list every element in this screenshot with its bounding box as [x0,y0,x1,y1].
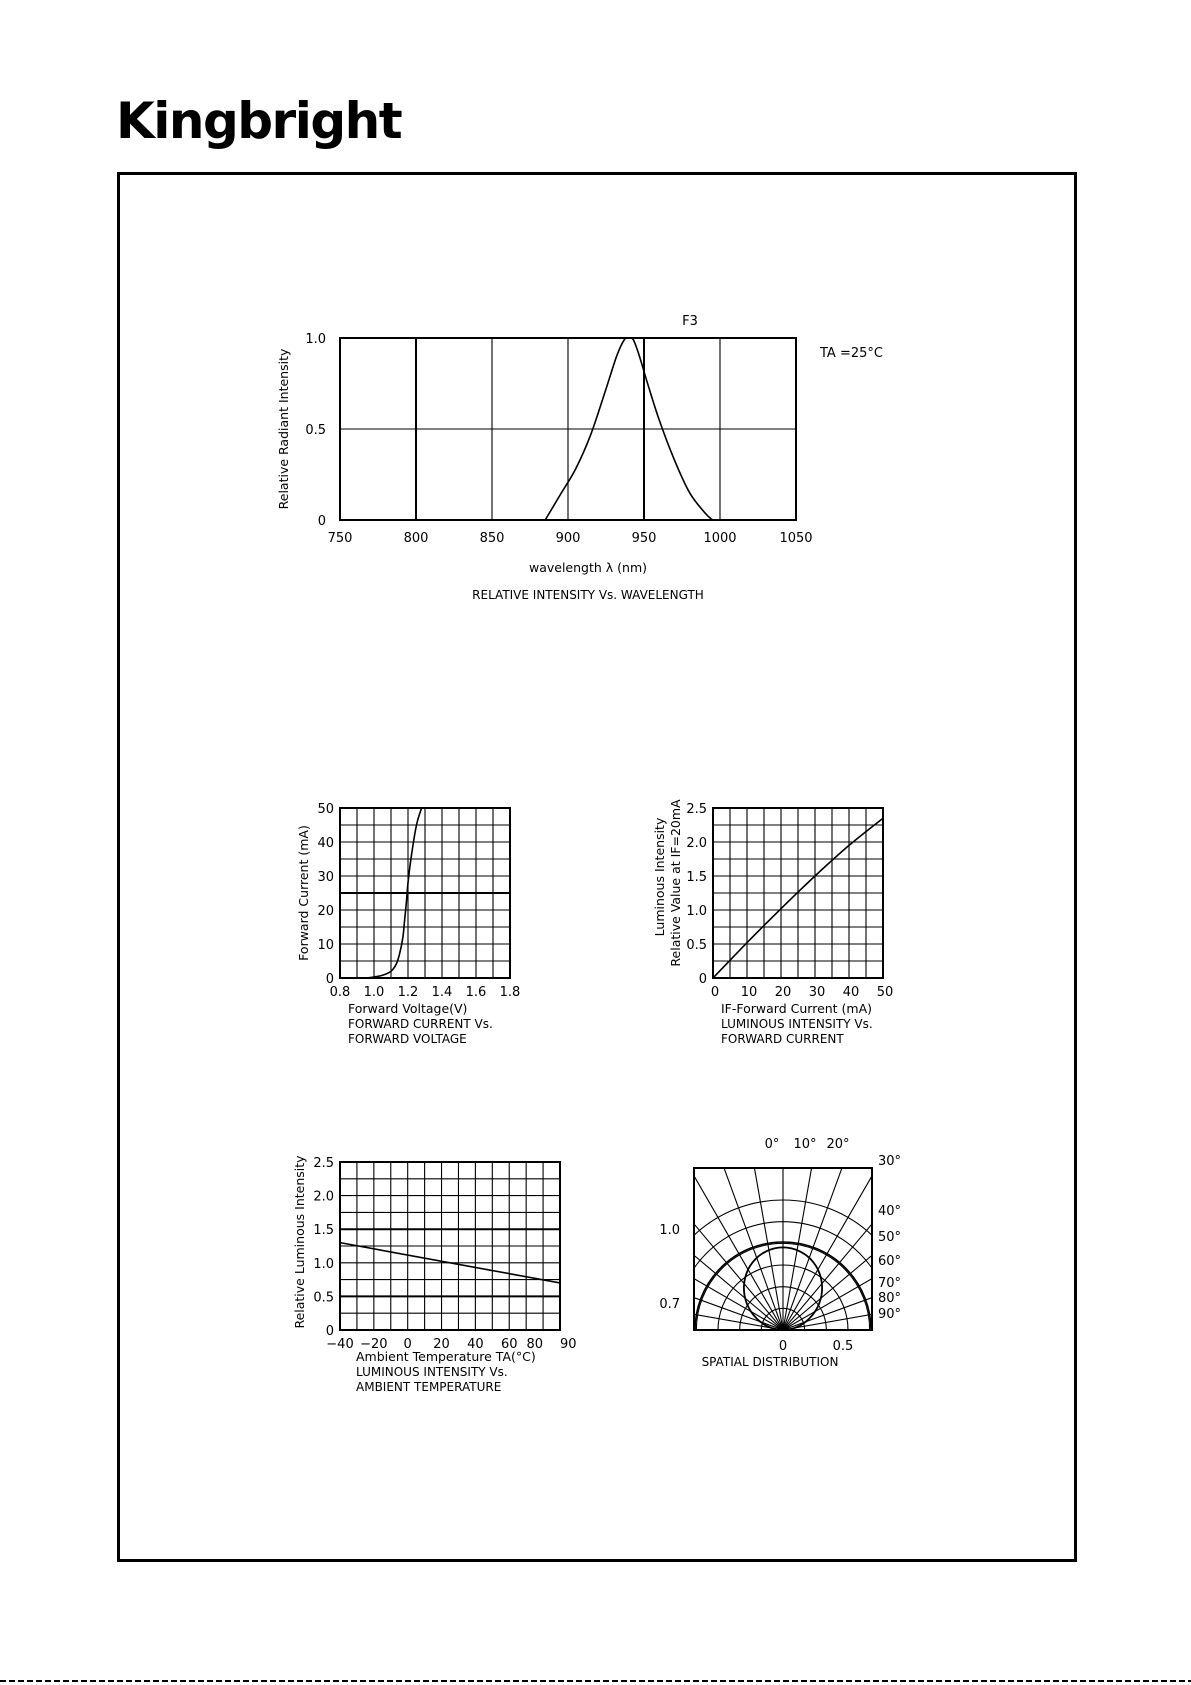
iv-x-tick-label: 1.4 [431,985,453,1000]
li-if-x-tick-label: 50 [876,985,894,1000]
li-temp-y-tick-label: 2.0 [313,1189,334,1205]
li-temp-x-axis-title: Ambient Temperature TA(°C) [356,1349,536,1364]
spatial-angle-label: 90° [878,1307,902,1322]
li-temp-x-tick-label: −40 [326,1337,354,1352]
spatial-caption: SPATIAL DISTRIBUTION [701,1355,839,1369]
spectrum-chart [276,314,883,602]
li-temp-x-tick-label: 0 [403,1337,412,1352]
spatial-left-label: 1.0 [659,1223,680,1238]
iv-x-axis-title: Forward Voltage(V) [348,1001,468,1016]
spectrum-x-tick-label: 1050 [779,531,813,546]
spatial-angle-label: 10° [793,1137,817,1152]
spatial-radial-line [783,1226,963,1330]
li-if-y-tick-label: 1.5 [686,870,707,885]
iv-y-tick-label: 50 [317,802,334,817]
li-if-y-tick-label: 2.0 [686,836,707,851]
spectrum-annotation: TA =25°C [820,346,883,361]
li-temp-y-tick-label: 0 [325,1324,334,1339]
li-temp-caption-line: LUMINOUS INTENSITY Vs. [356,1365,508,1379]
spatial-angle-label: 0° [764,1137,780,1152]
spatial-radial-line [603,1226,783,1330]
spatial-angle-label: 20° [826,1137,850,1152]
li-if-x-axis-title: IF-Forward Current (mA) [721,1001,873,1016]
li-if-caption-line: FORWARD CURRENT [721,1032,844,1046]
spectrum-y-tick-label: 1.0 [305,332,326,347]
iv-y-tick-label: 20 [317,904,334,919]
iv-y-tick-label: 40 [317,836,334,851]
iv-x-tick-label: 1.0 [363,985,385,1000]
li-temp-y-tick-label: 1.0 [313,1256,334,1272]
iv-x-tick-label: 1.6 [465,985,487,1000]
bottom-rule [0,1680,1191,1682]
spatial-angle-label: 40° [878,1204,902,1219]
spectrum-x-tick-label: 850 [479,531,505,546]
spectrum-x-tick-label: 1000 [703,531,737,546]
spectrum-x-tick-label: 950 [631,531,657,546]
li-temp-x-tick-label: 80 [526,1337,544,1352]
iv-x-tick-label: 0.8 [329,985,351,1000]
spatial-angle-label: 30° [878,1154,902,1169]
iv-x-tick-label: 1.8 [499,985,521,1000]
spectrum-caption: RELATIVE INTENSITY Vs. WAVELENGTH [472,588,704,602]
li-if-x-tick-label: 0 [710,985,720,1000]
iv-x-tick-label: 1.2 [397,985,419,1000]
iv-y-tick-label: 0 [325,972,334,987]
spectrum-y-tick-label: 0 [317,514,326,529]
li-temp-x-tick-label: 90 [560,1337,577,1352]
li-if-y-axis-title-line: Relative Value at IF=20mA [668,799,683,967]
spectrum-y-axis-title: Relative Radiant Intensity [276,348,291,510]
spatial-bottom-label: 0.5 [832,1339,854,1354]
spatial-bottom-label: 0 [778,1339,788,1354]
li-temp-chart [292,1155,577,1394]
iv-caption-line: FORWARD CURRENT Vs. [348,1017,493,1031]
spatial-chart [575,1122,991,1369]
kingbright-logo: Kingbright [116,92,402,150]
li-temp-y-axis-title: Relative Luminous Intensity [292,1155,307,1329]
spatial-grid [575,1122,991,1330]
spectrum-x-tick-label: 800 [403,531,429,546]
li-if-x-tick-label: 40 [842,985,860,1000]
spectrum-x-axis-title: wavelength λ (nm) [528,560,648,575]
li-if-y-axis-title-line: Luminous Intensity [652,817,667,937]
iv-y-axis-title: Forward Current (mA) [296,825,311,961]
iv-y-tick-label: 10 [317,938,334,953]
li-if-x-tick-label: 20 [774,985,792,1000]
spectrum-y-tick-label: 0.5 [305,423,326,438]
li-if-y-tick-label: 1.0 [686,904,707,919]
li-if-chart [652,799,893,1046]
li-if-x-tick-label: 30 [808,985,826,1000]
li-temp-caption-line: AMBIENT TEMPERATURE [356,1380,502,1394]
spatial-angle-label: 80° [878,1291,902,1306]
li-temp-x-tick-label: 60 [500,1337,518,1352]
li-temp-y-tick-label: 2.5 [313,1156,334,1171]
spatial-left-label: 0.7 [659,1297,680,1312]
spatial-angle-label: 60° [878,1254,902,1269]
li-if-caption-line: LUMINOUS INTENSITY Vs. [721,1017,873,1031]
li-if-y-tick-label: 0 [698,972,707,987]
spectrum-series-label: F3 [682,314,698,329]
li-temp-y-tick-label: 0.5 [313,1290,334,1306]
iv-y-tick-label: 30 [317,870,334,885]
spectrum-x-tick-label: 750 [327,531,353,546]
li-temp-x-tick-label: −20 [360,1337,388,1352]
spectrum-x-tick-label: 900 [555,531,581,546]
li-temp-x-tick-label: 40 [467,1337,484,1352]
iv-caption-line: FORWARD VOLTAGE [348,1032,467,1046]
li-if-y-tick-label: 0.5 [686,938,707,953]
spatial-angle-label: 70° [878,1276,902,1291]
li-temp-y-tick-label: 1.5 [313,1223,334,1239]
li-if-x-tick-label: 10 [740,985,758,1000]
iv-chart [296,802,520,1046]
spatial-angle-label: 50° [878,1230,902,1245]
li-if-y-tick-label: 2.5 [686,802,707,817]
li-temp-x-tick-label: 20 [433,1337,450,1352]
